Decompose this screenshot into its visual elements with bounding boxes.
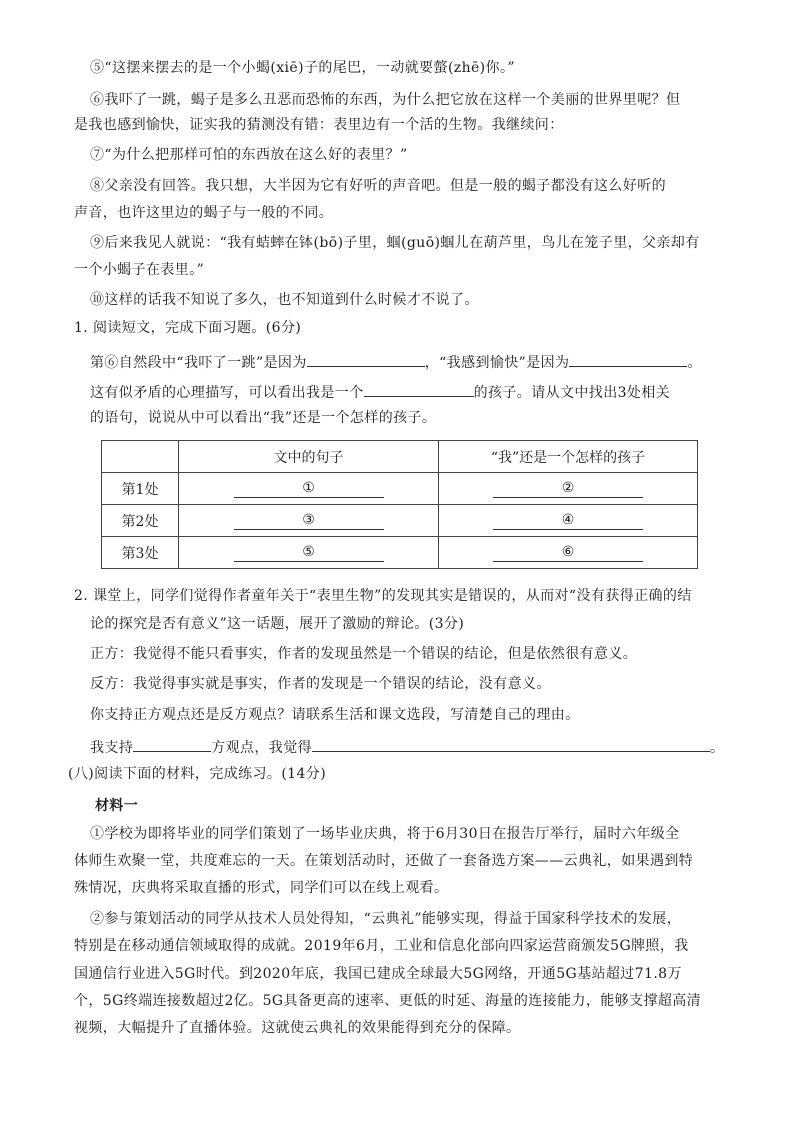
question-1-line-3: 的语句，说说从中可以看出“我”还是一个怎样的孩子。 [90,410,437,426]
answer-table-row-label: 第2处 [102,505,179,537]
material-1-paragraph-1-line-3: 殊情况，庆典将采取直播的形式，同学们可以在线上观看。 [74,880,449,896]
answer-blank-2[interactable]: ② [493,479,643,498]
question-2-answer-part-b: 方观点，我觉得 [211,740,313,756]
question-1-line-2-part-a: 这有似矛盾的心理描写，可以看出我是一个 [90,385,364,401]
story-paragraph-9-line-2: 一个小蝎子在表里。” [74,262,205,278]
question-1-line-1-part-a: 第⑥自然段中“我吓了一跳”是因为 [90,355,307,371]
question-2-line-1: 2. 课堂上，同学们觉得作者童年关于“表里生物”的发现其实是错误的，从而对“没有获得正确的结 [74,588,692,604]
story-paragraph-6-line-2: 是我也感到愉快，证实我的猜测没有错：表里边有一个活的生物。我继续问： [74,117,564,133]
story-paragraph-9-line-1: ⑨后来我见人就说：“我有蛣蟀在钵(bō)子里，蝈(guō)蝈儿在葫芦里，鸟儿在笼子里，父亲却有 [90,235,700,251]
question-2-line-2: 论的探究是否有意义”这一话题，展开了激励的辩论。(3分) [90,616,465,632]
answer-table-cell-sentence[interactable] [179,473,439,505]
material-1-paragraph-2-line-5: 视频，大幅提升了直播体验。这就使云典礼的效果能得到充分的保障。 [74,1020,521,1036]
material-1-paragraph-1-line-1: ①学校为即将毕业的同学们策划了一场毕业庆典，将于6月30日在报告厅举行，届时六年级全 [90,826,680,842]
answer-table-header-sentence: 文中的句子 [179,441,439,473]
story-paragraph-5: ⑤“这摆来摆去的是一个小蝎(xiē)子的尾巴，一动就要螫(zhē)你。” [90,60,515,76]
story-paragraph-6-line-1: ⑥我吓了一跳，蝎子是多么丑恶而恐怖的东西，为什么把它放在这样一个美丽的世界里呢？但 [90,92,681,108]
material-1-heading: 材料一 [95,798,139,814]
answer-blank-side[interactable] [133,735,211,752]
material-1-paragraph-1-line-2: 体师生欢聚一堂，共度难忘的一天。在策划活动时，还做了一套备选方案——云典礼，如果遇到特 [74,853,694,869]
question-2-pro-view: 正方：我觉得不能只看事实，作者的发现虽然是一个错误的结论，但是依然很有意义。 [90,646,638,662]
answer-table-row [102,505,698,537]
material-1-paragraph-2-line-4: 个，5G终端连接数超过2亿。5G具备更高的速率、更低的时延、海量的连接能力，能够支撑超高清 [74,993,702,1009]
answer-blank-scared-reason[interactable] [307,350,425,367]
question-2-con-view: 反方：我觉得事实就是事实，作者的发现是一个错误的结论，没有意义。 [90,676,551,692]
question-1-line-1 [90,350,740,373]
answer-table-row-label: 第3处 [102,537,179,569]
answer-table-cell-sentence[interactable] [179,505,439,537]
answer-blank-3[interactable]: ③ [234,511,384,530]
question-1-line-2 [90,380,740,403]
question-1-line-2-part-b: 的孩子。请从文中找出3处相关 [473,385,671,401]
story-paragraph-10: ⑩这样的话我不知说了多久，也不知道到什么时候才不说了。 [90,292,479,308]
answer-table-row [102,473,698,505]
answer-table-header-row [102,441,698,473]
question-2-prompt: 你支持正方观点还是反方观点？请联系生活和课文选段，写清楚自己的理由。 [90,707,580,723]
answer-blank-1[interactable]: ① [234,479,384,498]
answer-table-row [102,537,698,569]
answer-table-header-child: “我”还是一个怎样的孩子 [439,441,698,473]
story-paragraph-8-line-1: ⑧父亲没有回答。我只想，大半因为它有好听的声音吧。但是一般的蝎子都没有这么好听的 [90,178,666,194]
question-2-answer-part-a: 我支持 [90,740,134,756]
answer-table-cell-child[interactable] [439,537,698,569]
question-1-line-1-part-c: 。 [687,355,702,371]
story-paragraph-7: ⑦“为什么把那样可怕的东西放在这么好的表里？” [90,147,408,163]
material-1-paragraph-2-line-1: ②参与策划活动的同学从技术人员处得知，“云典礼”能够实现，得益于国家科学技术的发展， [90,911,682,927]
answer-table-cell-child[interactable] [439,505,698,537]
question-1-title: 1. 阅读短文，完成下面习题。(6分) [74,320,302,336]
answer-blank-6[interactable]: ⑥ [493,543,643,562]
answer-table-cell-child[interactable] [439,473,698,505]
answer-table-corner [102,441,179,473]
story-paragraph-8-line-2: 声音，也许这里边的蝎子与一般的不同。 [74,205,334,221]
answer-blank-4[interactable]: ④ [493,511,643,530]
answer-blank-child-type[interactable] [364,380,474,397]
question-1-line-1-part-b: ，“我感到愉快”是因为 [424,355,570,371]
answer-blank-reason[interactable] [312,735,710,752]
section-8-title: (八)阅读下面的材料，完成练习。(14分) [68,766,327,782]
answer-blank-happy-reason[interactable] [569,350,687,367]
question-2-answer-part-c: 。 [710,740,725,756]
answer-table-row-label: 第1处 [102,473,179,505]
material-1-paragraph-2-line-2: 特别是在移动通信领域取得的成就。2019年6月，工业和信息化部向四家运营商颁发5G牌照，我 [74,938,689,954]
answer-table-cell-sentence[interactable] [179,537,439,569]
answer-table [101,440,698,569]
material-1-paragraph-2-line-3: 国通信行业进入5G时代。到2020年底，我国已建成全球最大5G网络，开通5G基站超过71.8万 [74,966,682,982]
answer-blank-5[interactable]: ⑤ [234,543,384,562]
question-2-answer-line [90,735,740,758]
